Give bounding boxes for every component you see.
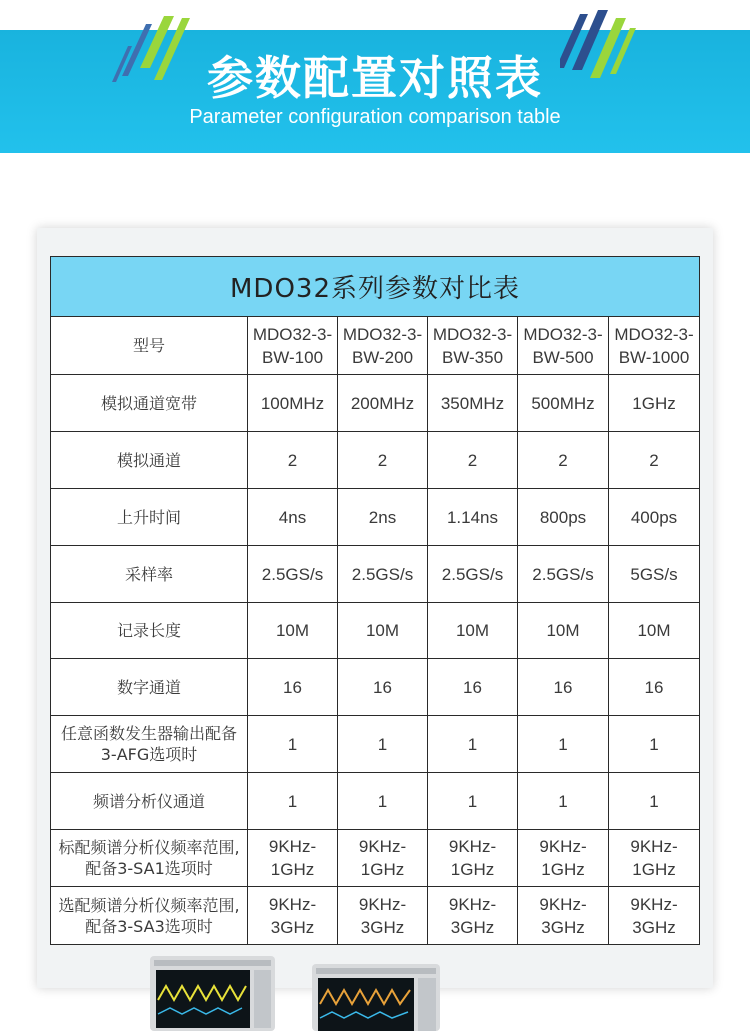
table-caption: MDO32系列参数对比表 [51,257,700,317]
table-row [51,716,700,773]
table-cell: 10M [428,603,518,659]
table-cell: 9KHz-1GHz [609,830,700,887]
table-row [51,546,700,603]
table-cell: 2.5GS/s [338,546,428,603]
table-cell: 9KHz-1GHz [518,830,609,887]
table-cell: 9KHz-3GHz [248,887,338,945]
table-cell: 1 [609,716,700,773]
table-cell: 1 [609,773,700,830]
table-cell: 1 [338,716,428,773]
table-cell: 350MHz [428,375,518,432]
oscilloscope-image [150,956,275,1031]
table-cell: 9KHz-3GHz [518,887,609,945]
table-cell: 16 [428,659,518,716]
table-cell: 16 [338,659,428,716]
table-cell: 2ns [338,489,428,546]
table-cell: 800ps [518,489,609,546]
table-cell: 5GS/s [609,546,700,603]
spec-comparison-table [50,256,700,945]
table-cell: 1 [518,716,609,773]
table-cell: 4ns [248,489,338,546]
table-cell: 2 [518,432,609,489]
table-cell: 400ps [609,489,700,546]
table-cell: 9KHz-3GHz [338,887,428,945]
table-cell: 16 [248,659,338,716]
table-cell: 1.14ns [428,489,518,546]
table-cell: 9KHz-3GHz [609,887,700,945]
table-row [51,489,700,546]
table-cell: 9KHz-1GHz [248,830,338,887]
table-cell: 10M [518,603,609,659]
table-cell: 16 [518,659,609,716]
table-row [51,603,700,659]
table-row [51,432,700,489]
table-cell: 2.5GS/s [248,546,338,603]
table-cell: 9KHz-3GHz [428,887,518,945]
table-row [51,659,700,716]
table-cell: 2 [338,432,428,489]
row-label-cell: 记录长度 [51,603,248,659]
table-row [51,887,700,945]
table-cell: 1 [428,716,518,773]
model-header-cell: MDO32-3-BW-200 [338,317,428,375]
page-subtitle: Parameter configuration comparison table [189,106,561,128]
page-title: 参数配置对照表 [207,51,543,105]
model-header-cell: MDO32-3-BW-500 [518,317,609,375]
table-cell: 2 [248,432,338,489]
model-header-cell: MDO32-3-BW-100 [248,317,338,375]
table-cell: 9KHz-1GHz [428,830,518,887]
row-label-cell: 频谱分析仪通道 [51,773,248,830]
row-label-cell: 上升时间 [51,489,248,546]
table-row [51,375,700,432]
table-row [51,830,700,887]
table-row [51,773,700,830]
table-cell: 2 [609,432,700,489]
model-header-cell: MDO32-3-BW-350 [428,317,518,375]
model-header-cell: MDO32-3-BW-1000 [609,317,700,375]
table-cell: 2.5GS/s [428,546,518,603]
table-cell: 100MHz [248,375,338,432]
row-label-cell: 任意函数发生器输出配备3-AFG选项时 [51,716,248,773]
row-label-cell: 模拟通道 [51,432,248,489]
table-cell: 10M [338,603,428,659]
row-label-cell: 选配频谱分析仪频率范围,配备3-SA3选项时 [51,887,248,945]
table-cell: 10M [248,603,338,659]
table-cell: 1 [248,773,338,830]
table-cell: 2.5GS/s [518,546,609,603]
table-cell: 1 [428,773,518,830]
row-label-cell: 采样率 [51,546,248,603]
table-cell: 10M [609,603,700,659]
table-cell: 1 [338,773,428,830]
table-cell: 1 [248,716,338,773]
table-cell: 9KHz-1GHz [338,830,428,887]
row-label-cell: 标配频谱分析仪频率范围,配备3-SA1选项时 [51,830,248,887]
table-cell: 16 [609,659,700,716]
header-label-cell: 型号 [51,317,248,375]
table-cell: 1GHz [609,375,700,432]
row-label-cell: 模拟通道宽带 [51,375,248,432]
table-cell: 500MHz [518,375,609,432]
table-cell: 200MHz [338,375,428,432]
row-label-cell: 数字通道 [51,659,248,716]
oscilloscope-image [312,964,440,1031]
table-cell: 1 [518,773,609,830]
table-cell: 2 [428,432,518,489]
